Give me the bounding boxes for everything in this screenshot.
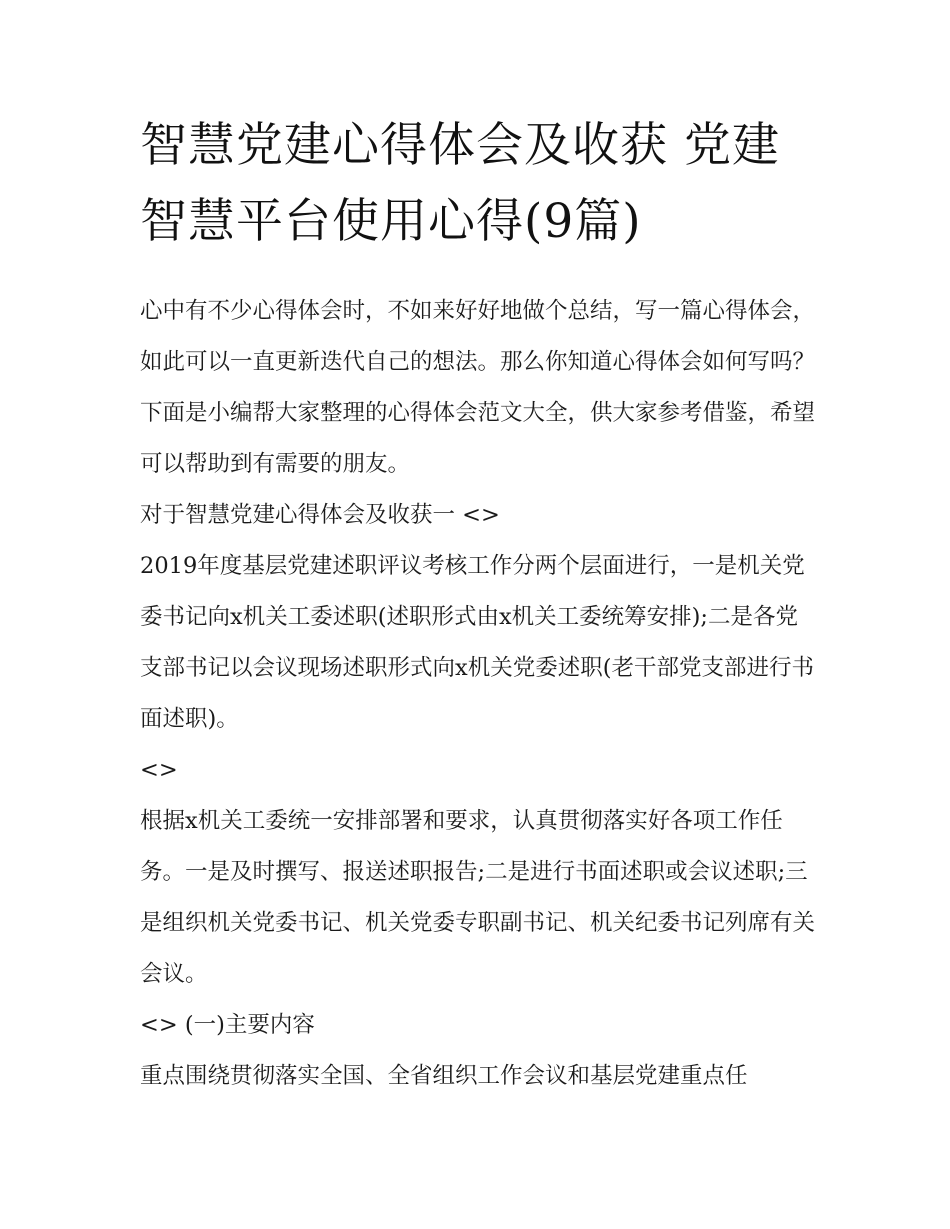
- paragraph-2019-review: 2019年度基层党建述职评议考核工作分两个层面进行，一是机关党委书记向x机关工委述职(述职形式由x机关工委统筹安排);二是各党支部书记以会议现场述职形式向x机关党委述职(老干部党支部进行书面述职)。: [140, 553, 814, 732]
- paragraph-focus: 重点围绕贯彻落实全国、全省组织工作会议和基层党建重点任: [140, 1063, 748, 1089]
- paragraph-intro: 心中有不少心得体会时，不如来好好地做个总结，写一篇心得体会，如此可以一直更新迭代自己的想法。那么你知道心得体会如何写吗？下面是小编帮大家整理的心得体会范文大全，供大家参考借鉴，希望可以帮助到有需要的朋友。: [140, 298, 816, 477]
- document-page: [140, 108, 815, 1102]
- paragraph-main-content-heading: <> (一)主要内容: [140, 1012, 315, 1038]
- paragraph-section-heading: 对于智慧党建心得体会及收获一 <>: [140, 502, 500, 528]
- document-body: [140, 286, 815, 1102]
- paragraph-arrangement: 根据x机关工委统一安排部署和要求，认真贯彻落实好各项工作任务。一是及时撰写、报送述职报告;二是进行书面述职或会议述职;三是组织机关党委书记、机关党委专职副书记、机关纪委书记列席有关会议。: [140, 808, 816, 987]
- document-title: 智慧党建心得体会及收获 党建智慧平台使用心得(9篇): [140, 118, 780, 249]
- paragraph-marker: <>: [140, 757, 178, 783]
